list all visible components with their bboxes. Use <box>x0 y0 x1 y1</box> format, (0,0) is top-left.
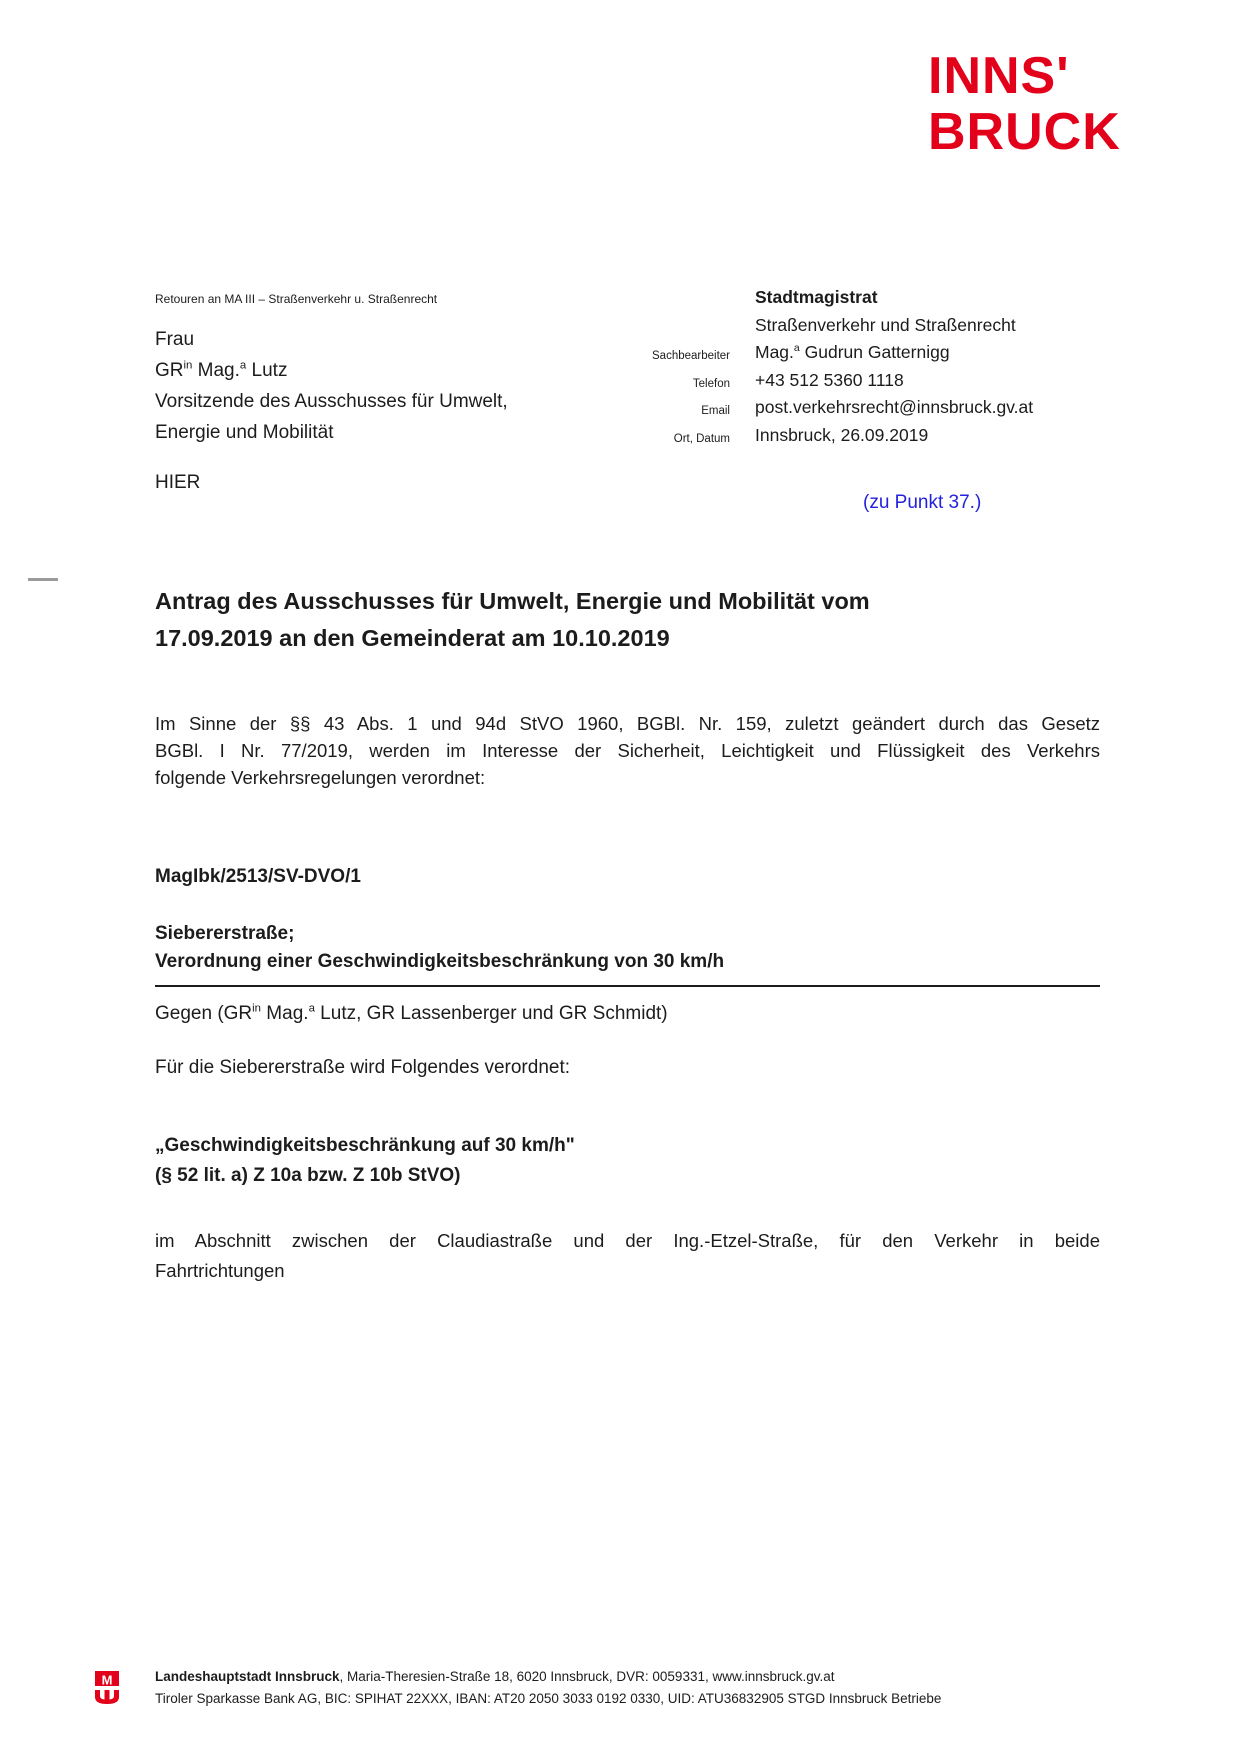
recipient-salutation: Frau <box>155 329 195 350</box>
email-label: Email <box>701 405 730 417</box>
vote-sup2: a <box>308 1002 315 1015</box>
recipient-name-part2: Mag. <box>192 360 240 381</box>
sachbearbeiter-label: Sachbearbeiter <box>652 350 730 362</box>
case-number: MagIbk/2513/SV-DVO/1 <box>155 866 361 887</box>
legal-intro-line2: BGBl. I Nr. 77/2019, werden im Interesse der Sicherheit, Leichtigkeit und Flüssigkeit des Verkehrs <box>155 740 1100 761</box>
sender-subtitle: Straßenverkehr und Straßenrecht <box>755 314 1016 335</box>
document-title <box>155 583 1115 657</box>
vote-result-line <box>155 1003 668 1025</box>
vote-part3: Lutz, GR Lassenberger und GR Schmidt) <box>314 1003 668 1024</box>
vote-part1: Gegen (GR <box>155 1003 253 1024</box>
recipient-name-sup2: a <box>239 359 247 372</box>
road-section-line2: Fahrtrichtungen <box>155 1260 285 1281</box>
sachbearbeiter-sup: a <box>793 342 800 355</box>
vote-part2: Mag. <box>261 1003 309 1024</box>
sachbearbeiter-part1: Mag. <box>755 342 794 362</box>
legal-intro-paragraph <box>155 710 1100 791</box>
footer <box>155 1666 941 1709</box>
innsbruck-coat-of-arms-icon <box>92 1671 122 1712</box>
sachbearbeiter-part2: Gudrun Gatternigg <box>799 342 950 362</box>
recipient-address-block <box>155 324 508 448</box>
svg-text:M: M <box>101 1672 113 1688</box>
logo-line1: INNS' <box>928 47 1070 105</box>
telefon-label: Telefon <box>692 377 730 390</box>
sender-subtitle-label-spacer <box>600 312 730 340</box>
legal-intro-line3: folgende Verkehrsregelungen verordnet: <box>155 767 486 788</box>
sender-info-block <box>600 284 1033 449</box>
recipient-name-part3: Lutz <box>246 360 288 381</box>
telefon-value: +43 512 5360 1118 <box>755 369 904 390</box>
logo-line2: BRUCK <box>928 103 1121 161</box>
recipient-here: HIER <box>155 472 201 493</box>
document-title-line2: 17.09.2019 an den Gemeinderat am 10.10.2019 <box>155 625 670 651</box>
decree-text-block <box>155 1131 575 1191</box>
sender-title: Stadtmagistrat <box>755 287 878 307</box>
decree-paragraph-ref: (§ 52 lit. a) Z 10a bzw. Z 10b StVO) <box>155 1165 461 1186</box>
footer-line2: Tiroler Sparkasse Bank AG, BIC: SPIHAT 22XXX, IBAN: AT20 2050 3033 0192 0330, UID: ATU36832905 STGD Innsbruck Betriebe <box>155 1690 942 1706</box>
innsbruck-logo <box>928 48 1121 160</box>
recipient-name-part1: GR <box>155 360 184 381</box>
return-address-note: Retouren an MA III – Straßenverkehr u. Straßenrecht <box>155 292 438 306</box>
ort-datum-value: Innsbruck, 26.09.2019 <box>755 424 929 445</box>
agenda-point-link[interactable]: (zu Punkt 37.) <box>863 492 982 513</box>
ort-datum-label: Ort, Datum <box>673 432 730 445</box>
footer-line1 <box>155 1666 941 1688</box>
legal-intro-line1: Im Sinne der §§ 43 Abs. 1 und 94d StVO 1960, BGBl. Nr. 159, zuletzt geändert durch das Gesetz <box>155 713 1100 734</box>
decree-intro-line: Für die Siebererstraße wird Folgendes verordnet: <box>155 1057 571 1078</box>
subject-regulation: Verordnung einer Geschwindigkeitsbeschränkung von 30 km/h <box>155 951 725 972</box>
sachbearbeiter-value <box>755 339 1033 367</box>
recipient-role-line1: Vorsitzende des Ausschusses für Umwelt, <box>155 391 508 412</box>
sender-title-label-spacer <box>600 284 730 312</box>
footer-city-name: Landeshauptstadt Innsbruck <box>155 1669 340 1684</box>
fold-mark <box>28 578 58 581</box>
vote-sup1: in <box>252 1002 262 1015</box>
recipient-role-line2: Energie und Mobilität <box>155 422 334 443</box>
email-value: post.verkehrsrecht@innsbruck.gv.at <box>755 397 1034 417</box>
decree-quote-line: „Geschwindigkeitsbeschränkung auf 30 km/h" <box>155 1135 575 1156</box>
recipient-name-sup1: in <box>183 359 193 372</box>
road-section-line1: im Abschnitt zwischen der Claudiastraße und der Ing.-Etzel-Straße, für den Verkehr in beide <box>155 1230 1100 1251</box>
road-section-paragraph <box>155 1226 1100 1286</box>
subject-block <box>155 920 1100 987</box>
footer-address: , Maria-Theresien-Straße 18, 6020 Innsbruck, DVR: 0059331, www.innsbruck.gv.at <box>339 1669 835 1684</box>
recipient-name <box>155 355 508 386</box>
subject-street: Siebererstraße; <box>155 923 295 944</box>
document-title-line1: Antrag des Ausschusses für Umwelt, Energie und Mobilität vom <box>155 588 870 614</box>
